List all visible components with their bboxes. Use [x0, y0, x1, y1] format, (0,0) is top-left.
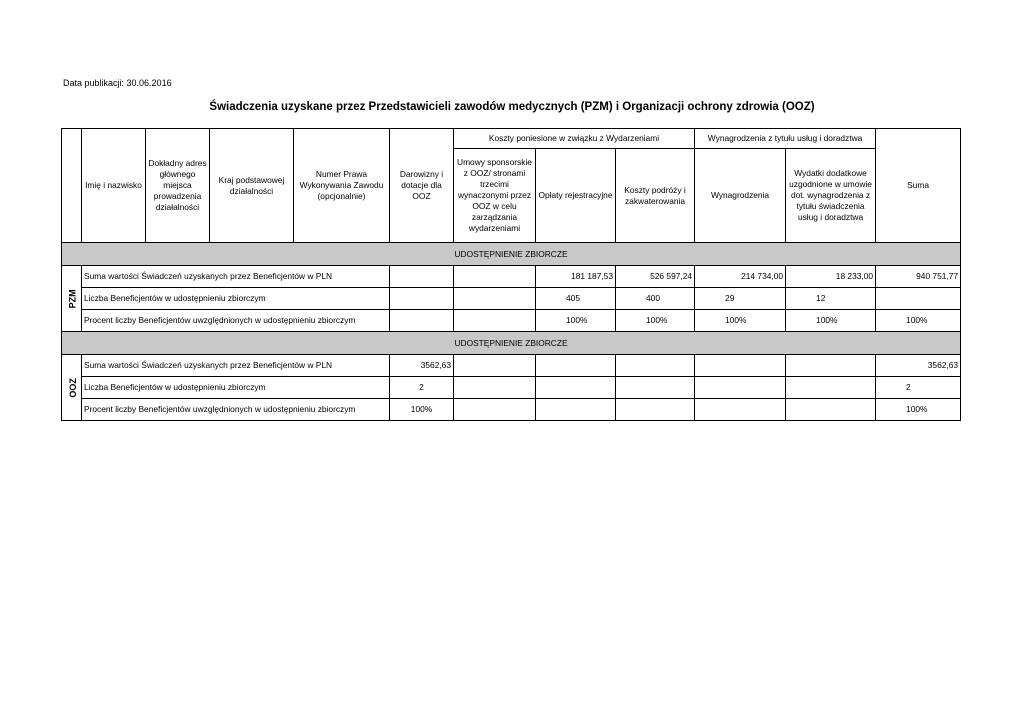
cell-sum: 940 751,77 [876, 266, 961, 288]
cell-travel: 400 [616, 288, 695, 310]
cell-donations: 3562,63 [390, 355, 454, 377]
header-event-costs-group: Koszty poniesione w związku z Wydarzeniami [454, 129, 695, 149]
table-row [62, 355, 961, 377]
cell-fees: 100% [695, 310, 786, 332]
header-extra: Wydatki dodatkowe uzgodnione w umowie dot. wynagrodzenia z tytułu świadczenia usług i doradztwa [786, 149, 876, 243]
cell-fees: 29 [695, 288, 786, 310]
table-row [62, 288, 961, 310]
side-label-pzm [62, 266, 82, 332]
header-fees-group: Wynagrodzenia z tytułu usług i doradztwa [695, 129, 876, 149]
row-label: Procent liczby Beneficjentów uwzględnionych w udostępnieniu zbiorczym [82, 399, 390, 421]
cell-sponsorship [454, 266, 536, 288]
row-label: Suma wartości Świadczeń uzyskanych przez Beneficjentów w PLN [82, 355, 390, 377]
table-row [62, 377, 961, 399]
cell-extra [786, 399, 876, 421]
cell-travel: 526 597,24 [616, 266, 695, 288]
publication-date: Data publikacji: 30.06.2016 [63, 78, 172, 88]
cell-registration: 405 [536, 288, 616, 310]
side-label-ooz-text: OOZ [67, 377, 78, 398]
table-row [62, 266, 961, 288]
cell-fees [695, 355, 786, 377]
cell-sponsorship [454, 399, 536, 421]
row-label: Liczba Beneficjentów w udostępnieniu zbiorczym [82, 288, 390, 310]
cell-donations [390, 288, 454, 310]
cell-sponsorship [454, 377, 536, 399]
header-registration: Opłaty rejestracyjne [536, 149, 616, 243]
row-label: Suma wartości Świadczeń uzyskanych przez Beneficjentów w PLN [82, 266, 390, 288]
cell-fees [695, 377, 786, 399]
header-sum: Suma [876, 129, 961, 243]
header-address: Dokładny adres głównego miejsca prowadzenia działalności [146, 129, 210, 243]
cell-travel [616, 399, 695, 421]
cell-sum [876, 288, 961, 310]
cell-fees [695, 399, 786, 421]
section-label-pzm: UDOSTĘPNIENIE ZBIORCZE [62, 243, 961, 266]
cell-extra [786, 355, 876, 377]
header-donations: Darowizny i dotacje dla OOZ [390, 129, 454, 243]
cell-registration: 100% [536, 310, 616, 332]
cell-travel [616, 355, 695, 377]
table-row [62, 310, 961, 332]
header-sponsorship: Umowy sponsorskie z OOZ/ stronami trzecimi wynaczonymi przez OOZ w celu zarządzania wydarzeniami [454, 149, 536, 243]
header-row-1 [62, 129, 961, 149]
cell-extra: 100% [786, 310, 876, 332]
row-label: Liczba Beneficjentów w udostępnieniu zbiorczym [82, 377, 390, 399]
cell-registration [536, 355, 616, 377]
cell-donations: 2 [390, 377, 454, 399]
cell-registration [536, 377, 616, 399]
section-label-ooz: UDOSTĘPNIENIE ZBIORCZE [62, 332, 961, 355]
header-name: Imię i nazwisko [82, 129, 146, 243]
section-row-pzm [62, 243, 961, 266]
section-row-ooz [62, 332, 961, 355]
cell-extra: 18 233,00 [786, 266, 876, 288]
cell-sum: 3562,63 [876, 355, 961, 377]
cell-donations [390, 266, 454, 288]
cell-donations [390, 310, 454, 332]
header-empty-cell [62, 129, 82, 243]
cell-sum: 2 [876, 377, 961, 399]
benefits-table [61, 128, 961, 421]
side-label-pzm-text: PZM [67, 289, 78, 308]
table-row [62, 399, 961, 421]
cell-sponsorship [454, 310, 536, 332]
cell-registration: 181 187,53 [536, 266, 616, 288]
page-title: Świadczenia uzyskane przez Przedstawicieli zawodów medycznych (PZM) i Organizacji ochrony zdrowia (OOZ) [209, 101, 815, 113]
header-country: Kraj podstawowej działalności [210, 129, 294, 243]
cell-donations: 100% [390, 399, 454, 421]
cell-extra [786, 377, 876, 399]
cell-fees: 214 734,00 [695, 266, 786, 288]
header-travel: Koszty podróży i zakwaterowania [616, 149, 695, 243]
cell-extra: 12 [786, 288, 876, 310]
side-label-ooz [62, 355, 82, 421]
header-license: Numer Prawa Wykonywania Zawodu (opcjonalnie) [294, 129, 390, 243]
cell-travel [616, 377, 695, 399]
cell-sponsorship [454, 288, 536, 310]
cell-sponsorship [454, 355, 536, 377]
cell-travel: 100% [616, 310, 695, 332]
cell-sum: 100% [876, 399, 961, 421]
cell-registration [536, 399, 616, 421]
header-fees: Wynagrodzenia [695, 149, 786, 243]
cell-sum: 100% [876, 310, 961, 332]
row-label: Procent liczby Beneficjentów uwzględnionych w udostępnieniu zbiorczym [82, 310, 390, 332]
